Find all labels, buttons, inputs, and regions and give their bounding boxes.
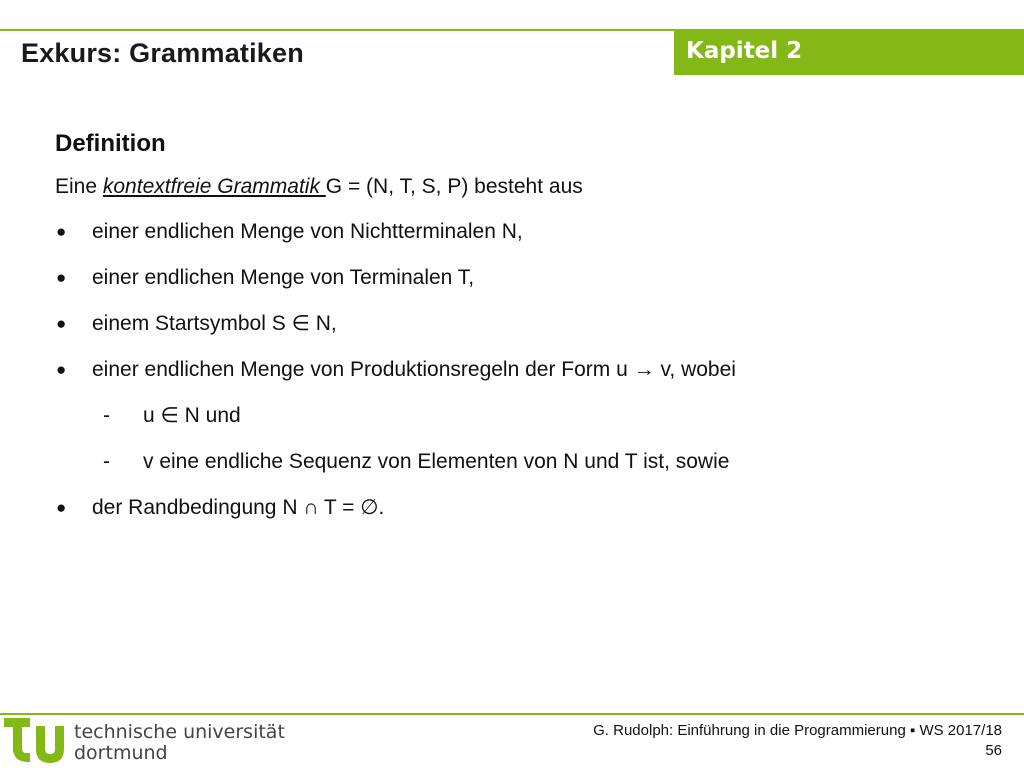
bullet-icon: ● xyxy=(56,360,67,379)
university-name-line2: dortmund xyxy=(74,742,168,764)
sub-list-item xyxy=(55,393,995,439)
slide-header xyxy=(0,31,1024,75)
list-item-text: einer endlichen Menge von Produktionsregeln der Form u → v, wobei xyxy=(92,358,736,381)
sub-list-item-text: v eine endliche Sequenz von Elementen von N und T ist, sowie xyxy=(143,450,730,473)
intro-suffix: G = (N, T, S, P) besteht aus xyxy=(325,175,583,198)
footer-rule xyxy=(0,713,1024,715)
list-item-text: einem Startsymbol S ∈ N, xyxy=(92,312,337,335)
chapter-badge xyxy=(674,31,1024,75)
dash-icon: - xyxy=(103,450,110,473)
bullet-icon: ● xyxy=(56,498,67,517)
list-item-text: der Randbedingung N ∩ T = ∅. xyxy=(92,496,385,519)
list-item xyxy=(55,209,995,255)
list-item xyxy=(55,301,995,347)
university-name-line1: technische universität xyxy=(74,721,285,743)
page-number: 56 xyxy=(985,742,1002,759)
intro-term: kontextfreie Grammatik xyxy=(102,175,326,198)
footer-citation: G. Rudolph: Einführung in die Programmierung ▪ WS 2017/18 xyxy=(593,722,1002,739)
intro-prefix: Eine xyxy=(55,175,103,198)
list-item xyxy=(55,347,995,393)
chapter-label: Kapitel 2 xyxy=(686,38,803,64)
dash-icon: - xyxy=(103,404,110,427)
tu-logo-icon xyxy=(4,718,66,764)
sub-list-item xyxy=(55,439,995,485)
slide-content xyxy=(55,130,995,531)
list-item xyxy=(55,485,995,531)
definition-heading: Definition xyxy=(55,130,166,157)
bullet-icon: ● xyxy=(56,268,67,287)
sub-list-item-text: u ∈ N und xyxy=(143,404,241,427)
list-item xyxy=(55,255,995,301)
slide-title: Exkurs: Grammatiken xyxy=(21,38,304,68)
list-item-text: einer endlichen Menge von Terminalen T, xyxy=(92,266,475,289)
bullet-icon: ● xyxy=(56,222,67,241)
university-name xyxy=(74,722,285,764)
definition-intro xyxy=(55,172,995,202)
bullet-icon: ● xyxy=(56,314,67,333)
list-item-text: einer endlichen Menge von Nichtterminalen N, xyxy=(92,220,523,243)
